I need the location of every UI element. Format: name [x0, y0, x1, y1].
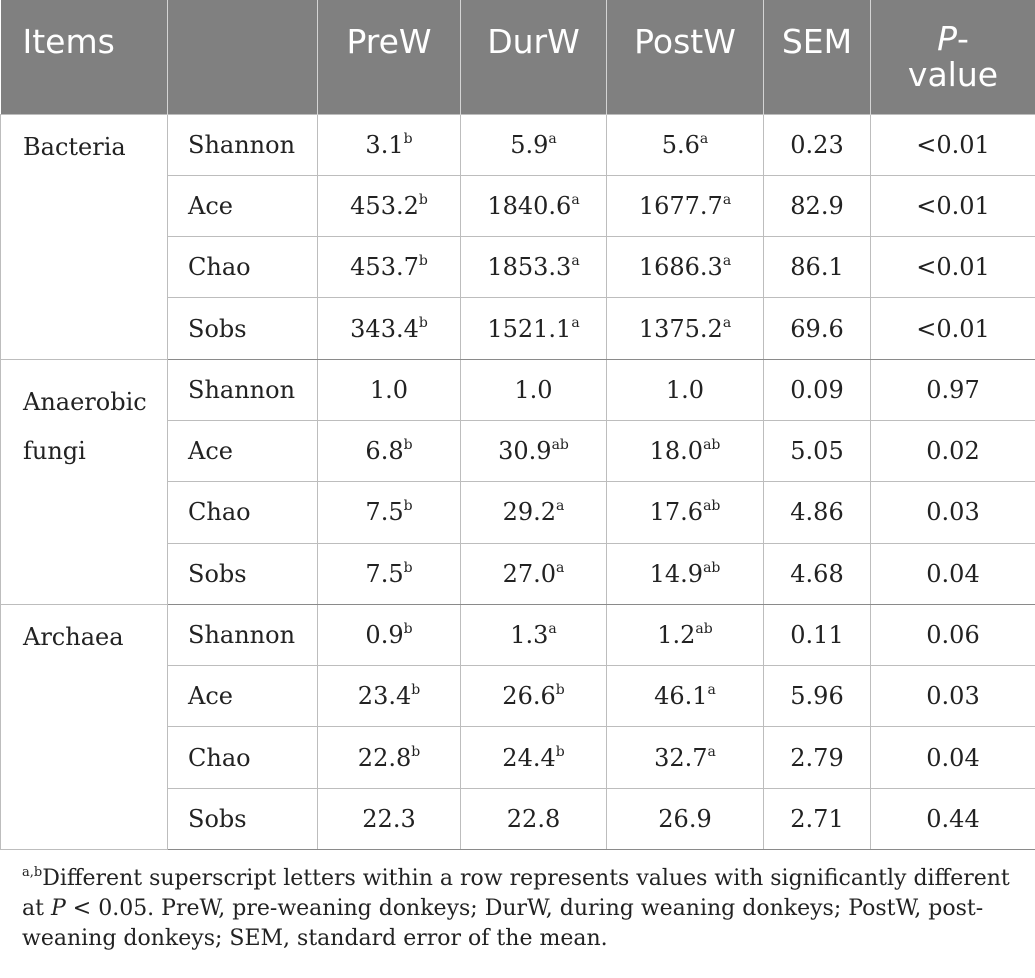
prew-cell: 453.7$^b$ [318, 237, 461, 298]
p-cell: 0.04 [871, 727, 1035, 788]
prew-cell: 0.9$^b$ [318, 604, 461, 665]
header-p-word: value [907, 54, 999, 94]
durw-cell: 22.8 [461, 788, 607, 849]
metric-cell: Sobs [168, 543, 318, 604]
prew-cell: 22.3 [318, 788, 461, 849]
durw-cell: 30.9$^{ab}$ [461, 420, 607, 481]
postw-cell: 1677.7$^a$ [607, 175, 764, 236]
header-p-value [871, 0, 1035, 114]
sem-cell: 0.23 [764, 114, 871, 175]
prew-cell: 23.4$^b$ [318, 666, 461, 727]
table-body [1, 114, 1035, 850]
header-postw: PostW [607, 0, 764, 114]
p-cell: 0.03 [871, 482, 1035, 543]
prew-cell: 7.5$^b$ [318, 482, 461, 543]
prew-cell: 1.0 [318, 359, 461, 420]
durw-cell: 27.0$^a$ [461, 543, 607, 604]
p-cell: 0.44 [871, 788, 1035, 849]
sem-cell: 2.79 [764, 727, 871, 788]
prew-cell: 3.1$^b$ [318, 114, 461, 175]
prew-cell: 7.5$^b$ [318, 543, 461, 604]
group-label-bacteria: Bacteria [1, 114, 168, 359]
durw-cell: 1.3$^a$ [461, 604, 607, 665]
metric-cell: Sobs [168, 788, 318, 849]
durw-cell: 26.6$^b$ [461, 666, 607, 727]
sem-cell: 4.68 [764, 543, 871, 604]
header-sem: SEM [764, 0, 871, 114]
header-blank [168, 0, 318, 114]
postw-cell: 26.9 [607, 788, 764, 849]
sem-cell: 69.6 [764, 298, 871, 359]
sem-cell: 5.96 [764, 666, 871, 727]
p-cell: 0.06 [871, 604, 1035, 665]
metric-cell: Ace [168, 666, 318, 727]
durw-cell: 1.0 [461, 359, 607, 420]
sem-cell: 86.1 [764, 237, 871, 298]
durw-cell: 29.2$^a$ [461, 482, 607, 543]
p-cell: 0.02 [871, 420, 1035, 481]
footnote-text-1: Different superscript letters within a row represents values with significantly different at [22, 866, 1010, 921]
p-cell: <0.01 [871, 237, 1035, 298]
p-cell: 0.97 [871, 359, 1035, 420]
group-label-archaea: Archaea [1, 604, 168, 849]
p-cell: 0.04 [871, 543, 1035, 604]
header-items: Items [1, 0, 168, 114]
durw-cell: 24.4$^b$ [461, 727, 607, 788]
footnote-superscript: a,b [22, 865, 43, 880]
postw-cell: 1.2$^{ab}$ [607, 604, 764, 665]
sem-cell: 5.05 [764, 420, 871, 481]
table-row [1, 604, 1035, 665]
metric-cell: Ace [168, 175, 318, 236]
table-header [1, 0, 1035, 114]
table-footnote [22, 864, 1012, 954]
prew-cell: 6.8$^b$ [318, 420, 461, 481]
postw-cell: 17.6$^{ab}$ [607, 482, 764, 543]
sem-cell: 82.9 [764, 175, 871, 236]
header-prew: PreW [318, 0, 461, 114]
postw-cell: 14.9$^{ab}$ [607, 543, 764, 604]
metric-cell: Chao [168, 727, 318, 788]
postw-cell: 1.0 [607, 359, 764, 420]
metric-cell: Shannon [168, 604, 318, 665]
postw-cell: 32.7$^a$ [607, 727, 764, 788]
durw-cell: 1521.1$^a$ [461, 298, 607, 359]
p-cell: <0.01 [871, 175, 1035, 236]
p-cell: <0.01 [871, 114, 1035, 175]
prew-cell: 453.2$^b$ [318, 175, 461, 236]
prew-cell: 343.4$^b$ [318, 298, 461, 359]
header-p-dash: - [956, 18, 969, 58]
metric-cell: Shannon [168, 359, 318, 420]
sem-cell: 0.09 [764, 359, 871, 420]
p-cell: <0.01 [871, 298, 1035, 359]
postw-cell: 1686.3$^a$ [607, 237, 764, 298]
header-p-letter: P [937, 18, 957, 58]
table-row [1, 114, 1035, 175]
footnote-text-2: < 0.05. PreW, pre-weaning donkeys; DurW, during weaning donkeys; PostW, post-weaning donkeys; SEM, standard error of the mean. [22, 896, 984, 951]
durw-cell: 1853.3$^a$ [461, 237, 607, 298]
footnote-p-letter: P [50, 896, 66, 921]
header-durw: DurW [461, 0, 607, 114]
sem-cell: 4.86 [764, 482, 871, 543]
metric-cell: Ace [168, 420, 318, 481]
group-label-anaerobic-fungi: Anaerobic fungi [1, 359, 168, 604]
prew-cell: 22.8$^b$ [318, 727, 461, 788]
metric-cell: Chao [168, 482, 318, 543]
postw-cell: 18.0$^{ab}$ [607, 420, 764, 481]
durw-cell: 5.9$^a$ [461, 114, 607, 175]
metric-cell: Shannon [168, 114, 318, 175]
metric-cell: Sobs [168, 298, 318, 359]
postw-cell: 46.1$^a$ [607, 666, 764, 727]
metric-cell: Chao [168, 237, 318, 298]
sem-cell: 2.71 [764, 788, 871, 849]
sem-cell: 0.11 [764, 604, 871, 665]
header-row [1, 0, 1035, 114]
durw-cell: 1840.6$^a$ [461, 175, 607, 236]
postw-cell: 5.6$^a$ [607, 114, 764, 175]
p-cell: 0.03 [871, 666, 1035, 727]
postw-cell: 1375.2$^a$ [607, 298, 764, 359]
table-row [1, 359, 1035, 420]
